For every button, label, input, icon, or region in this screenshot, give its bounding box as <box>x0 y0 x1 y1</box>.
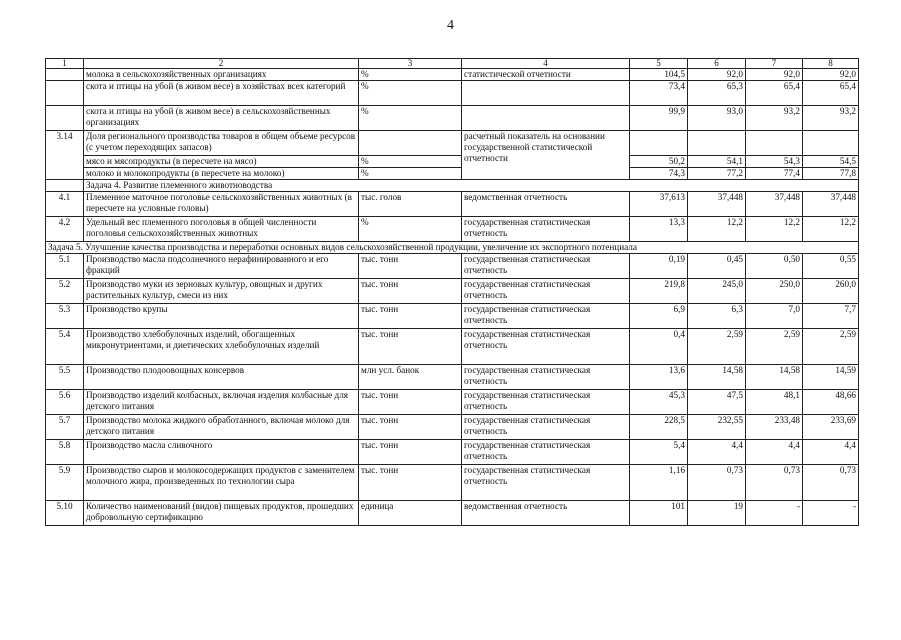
value-col5: 0,19 <box>630 254 688 279</box>
source: ведомственная отчетность <box>462 192 630 217</box>
value-col8: 14,59 <box>803 365 859 390</box>
header-row <box>46 59 859 69</box>
unit: млн усл. банок <box>359 365 462 390</box>
unit: % <box>359 217 462 242</box>
value-col8: 0,73 <box>803 465 859 501</box>
unit: тыс. тонн <box>359 279 462 304</box>
value-col5 <box>630 131 688 156</box>
value-col8: 0,55 <box>803 254 859 279</box>
value-col7: 14,58 <box>746 365 803 390</box>
source: государственная статистическая отчетность <box>462 329 630 365</box>
value-col7: 0,50 <box>746 254 803 279</box>
value-col7: 48,1 <box>746 390 803 415</box>
indicator-name: Производство масла сливочного <box>84 440 359 465</box>
indicator-name: Производство плодоовощных консервов <box>84 365 359 390</box>
value-col5: 104,5 <box>630 69 688 81</box>
value-col6: 0,45 <box>688 254 746 279</box>
value-col8: 7,7 <box>803 304 859 329</box>
row-number: 5.7 <box>46 415 84 440</box>
value-col7: 92,0 <box>746 69 803 81</box>
value-col5: 13,3 <box>630 217 688 242</box>
value-col6: 245,0 <box>688 279 746 304</box>
unit: тыс. тонн <box>359 440 462 465</box>
unit: тыс. голов <box>359 192 462 217</box>
indicator-name: Производство сыров и молокосодержащих продуктов с заменителем молочного жира, произведенных по технологии сыра <box>84 465 359 501</box>
table-row <box>46 131 859 156</box>
value-col6: 54,1 <box>688 156 746 168</box>
value-col7: 233,48 <box>746 415 803 440</box>
value-col5: 0,4 <box>630 329 688 365</box>
indicator-name: Производство изделий колбасных, включая изделия колбасные для детского питания <box>84 390 359 415</box>
value-col5: 73,4 <box>630 81 688 106</box>
value-col6: 47,5 <box>688 390 746 415</box>
value-col7: - <box>746 501 803 526</box>
table-row <box>46 156 859 168</box>
value-col6: 232,55 <box>688 415 746 440</box>
value-col7: 65,4 <box>746 81 803 106</box>
task-heading: Задача 5. Улучшение качества производства и переработки основных видов сельскохозяйственной продукции, увеличение их экспортного потенциала <box>46 242 859 254</box>
value-col5: 228,5 <box>630 415 688 440</box>
unit: % <box>359 69 462 81</box>
table-row <box>46 440 859 465</box>
unit: единица <box>359 501 462 526</box>
unit: тыс. тонн <box>359 390 462 415</box>
indicator-name: Удельный вес племенного поголовья в общей численности поголовья сельскохозяйственных животных <box>84 217 359 242</box>
row-number: 5.5 <box>46 365 84 390</box>
value-col7: 250,0 <box>746 279 803 304</box>
row-number: 5.8 <box>46 440 84 465</box>
source: государственная статистическая отчетность <box>462 415 630 440</box>
value-col8: 37,448 <box>803 192 859 217</box>
source: государственная статистическая отчетность <box>462 440 630 465</box>
value-col8 <box>803 131 859 156</box>
value-col7: 12,2 <box>746 217 803 242</box>
source: государственная статистическая отчетность <box>462 390 630 415</box>
value-col5: 99,9 <box>630 106 688 131</box>
indicator-name: Производство молока жидкого обработанного, включая молоко для детского питания <box>84 415 359 440</box>
indicator-name: Количество наименований (видов) пищевых продуктов, прошедших добровольную сертификацию <box>84 501 359 526</box>
table-row <box>46 69 859 81</box>
header-cell: 7 <box>746 59 803 69</box>
unit: % <box>359 106 462 131</box>
row-number: 5.2 <box>46 279 84 304</box>
source: государственная статистическая отчетность <box>462 365 630 390</box>
row-number <box>46 69 84 81</box>
source <box>462 106 630 131</box>
table-row <box>46 217 859 242</box>
source <box>462 81 630 106</box>
value-col6: 65,3 <box>688 81 746 106</box>
header-cell: 2 <box>84 59 359 69</box>
indicator-name: Производство крупы <box>84 304 359 329</box>
value-col6: 37,448 <box>688 192 746 217</box>
value-col5: 50,2 <box>630 156 688 168</box>
source: государственная статистическая отчетность <box>462 465 630 501</box>
unit: % <box>359 156 462 168</box>
source: государственная статистическая отчетность <box>462 279 630 304</box>
value-col7: 4,4 <box>746 440 803 465</box>
indicator-name: мясо и мясопродукты (в пересчете на мясо) <box>84 156 359 168</box>
value-col6: 0,73 <box>688 465 746 501</box>
value-col5: 45,3 <box>630 390 688 415</box>
indicator-name: молока в сельскохозяйственных организациях <box>84 69 359 81</box>
value-col7: 93,2 <box>746 106 803 131</box>
unit: тыс. тонн <box>359 415 462 440</box>
table-row <box>46 465 859 501</box>
value-col6: 77,2 <box>688 168 746 180</box>
row-number: 3.14 <box>46 131 84 180</box>
source: государственная статистическая отчетность <box>462 304 630 329</box>
table-row <box>46 365 859 390</box>
value-col8: 4,4 <box>803 440 859 465</box>
unit: тыс. тонн <box>359 254 462 279</box>
task-row <box>46 242 859 254</box>
source: расчетный показатель на основании государственной статистической отчетности <box>462 131 630 180</box>
indicator-name: молоко и молокопродукты (в пересчете на молоко) <box>84 168 359 180</box>
value-col5: 1,16 <box>630 465 688 501</box>
unit: % <box>359 168 462 180</box>
table-row <box>46 304 859 329</box>
task-row <box>46 180 859 192</box>
value-col7: 0,73 <box>746 465 803 501</box>
table-row <box>46 106 859 131</box>
table-row <box>46 254 859 279</box>
table-row <box>46 329 859 365</box>
task-heading: Задача 4. Развитие племенного животноводства <box>84 180 859 192</box>
value-col8: 48,66 <box>803 390 859 415</box>
row-number <box>46 106 84 131</box>
table-row <box>46 279 859 304</box>
table-row <box>46 192 859 217</box>
value-col8: 93,2 <box>803 106 859 131</box>
header-cell: 6 <box>688 59 746 69</box>
unit: тыс. тонн <box>359 465 462 501</box>
value-col8: 77,8 <box>803 168 859 180</box>
value-col7: 54,3 <box>746 156 803 168</box>
indicator-name: Производство хлебобулочных изделий, обогащенных микронутриентами, и диетических хлебобулочных изделий <box>84 329 359 365</box>
value-col8: 92,0 <box>803 69 859 81</box>
value-col7: 77,4 <box>746 168 803 180</box>
unit: % <box>359 81 462 106</box>
value-col6: 93,0 <box>688 106 746 131</box>
value-col6: 2,59 <box>688 329 746 365</box>
value-col5: 37,613 <box>630 192 688 217</box>
header-cell: 1 <box>46 59 84 69</box>
value-col7: 2,59 <box>746 329 803 365</box>
row-number <box>46 180 84 192</box>
indicator-name: Производство масла подсолнечного нерафинированного и его фракций <box>84 254 359 279</box>
indicators-table <box>45 58 859 526</box>
unit: тыс. тонн <box>359 304 462 329</box>
value-col7: 7,0 <box>746 304 803 329</box>
row-number: 5.4 <box>46 329 84 365</box>
value-col5: 13,6 <box>630 365 688 390</box>
indicator-name: скота и птицы на убой (в живом весе) в сельскохозяйственных организациях <box>84 106 359 131</box>
header-cell: 5 <box>630 59 688 69</box>
unit <box>359 131 462 156</box>
table-row <box>46 81 859 106</box>
value-col5: 74,3 <box>630 168 688 180</box>
indicator-name: Племенное маточное поголовье сельскохозяйственных животных (в пересчете на условные головы) <box>84 192 359 217</box>
table-row <box>46 415 859 440</box>
indicator-name: скота и птицы на убой (в живом весе) в хозяйствах всех категорий <box>84 81 359 106</box>
value-col6 <box>688 131 746 156</box>
value-col7 <box>746 131 803 156</box>
value-col8: 54,5 <box>803 156 859 168</box>
value-col5: 101 <box>630 501 688 526</box>
value-col5: 6,9 <box>630 304 688 329</box>
header-cell: 3 <box>359 59 462 69</box>
value-col6: 12,2 <box>688 217 746 242</box>
indicator-name: Доля регионального производства товаров в общем объеме ресурсов (с учетом переходящих запасов) <box>84 131 359 156</box>
row-number: 4.2 <box>46 217 84 242</box>
value-col6: 14,58 <box>688 365 746 390</box>
value-col8: 260,0 <box>803 279 859 304</box>
row-number: 5.1 <box>46 254 84 279</box>
value-col6: 19 <box>688 501 746 526</box>
value-col6: 92,0 <box>688 69 746 81</box>
table-row <box>46 168 859 180</box>
value-col8: 65,4 <box>803 81 859 106</box>
row-number: 5.10 <box>46 501 84 526</box>
value-col8: - <box>803 501 859 526</box>
source: ведомственная отчетность <box>462 501 630 526</box>
source: государственная статистическая отчетность <box>462 254 630 279</box>
value-col7: 37,448 <box>746 192 803 217</box>
value-col6: 4,4 <box>688 440 746 465</box>
table-row <box>46 390 859 415</box>
row-number: 4.1 <box>46 192 84 217</box>
header-cell: 8 <box>803 59 859 69</box>
page-number: 4 <box>447 18 454 33</box>
row-number: 5.3 <box>46 304 84 329</box>
source: статистической отчетности <box>462 69 630 81</box>
value-col8: 233,69 <box>803 415 859 440</box>
table-row <box>46 501 859 526</box>
indicator-name: Производство муки из зерновых культур, овощных и других растительных культур, смеси из них <box>84 279 359 304</box>
value-col6: 6,3 <box>688 304 746 329</box>
row-number: 5.6 <box>46 390 84 415</box>
value-col8: 12,2 <box>803 217 859 242</box>
value-col5: 5,4 <box>630 440 688 465</box>
row-number <box>46 81 84 106</box>
value-col8: 2,59 <box>803 329 859 365</box>
source: государственная статистическая отчетность <box>462 217 630 242</box>
value-col5: 219,8 <box>630 279 688 304</box>
row-number: 5.9 <box>46 465 84 501</box>
header-cell: 4 <box>462 59 630 69</box>
unit: тыс. тонн <box>359 329 462 365</box>
